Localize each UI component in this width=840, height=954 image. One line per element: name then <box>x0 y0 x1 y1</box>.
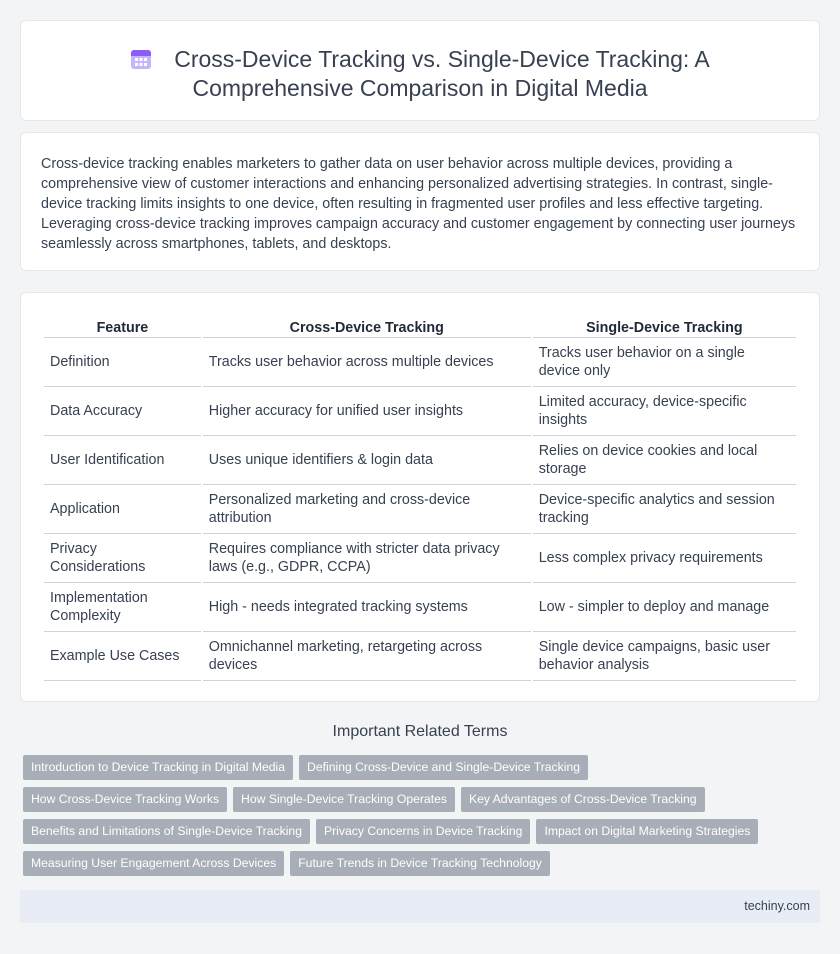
feature-cell: Implementation Complexity <box>44 583 201 632</box>
cross-device-cell: Omnichannel marketing, retargeting across devices <box>203 632 531 681</box>
table-row <box>44 583 796 632</box>
single-device-cell: Single device campaigns, basic user behavior analysis <box>533 632 796 681</box>
cross-device-cell: Personalized marketing and cross-device attribution <box>203 485 531 534</box>
single-device-cell: Device-specific analytics and session tracking <box>533 485 796 534</box>
table-row <box>44 485 796 534</box>
header-single-device: Single-Device Tracking <box>533 314 796 338</box>
feature-cell: Definition <box>44 338 201 387</box>
cross-device-cell: High - needs integrated tracking systems <box>203 583 531 632</box>
related-term-tag[interactable]: How Cross-Device Tracking Works <box>23 787 227 812</box>
related-term-tag[interactable]: Defining Cross-Device and Single-Device Tracking <box>299 755 588 780</box>
table-row <box>44 632 796 681</box>
header-cross-device: Cross-Device Tracking <box>203 314 531 338</box>
related-term-tag[interactable]: Privacy Concerns in Device Tracking <box>316 819 530 844</box>
footer <box>20 890 820 923</box>
single-device-cell: Low - simpler to deploy and manage <box>533 583 796 632</box>
title-line-1: Cross-Device Tracking vs. Single-Device Tracking: A <box>174 46 710 72</box>
comparison-card <box>20 292 820 702</box>
table-row <box>44 534 796 583</box>
comparison-table <box>42 314 798 681</box>
intro-card <box>20 132 820 271</box>
related-term-tag[interactable]: Key Advantages of Cross-Device Tracking <box>461 787 705 812</box>
related-term-tag[interactable]: Impact on Digital Marketing Strategies <box>536 819 758 844</box>
related-term-tag[interactable]: Future Trends in Device Tracking Technology <box>290 851 550 876</box>
single-device-cell: Limited accuracy, device-specific insights <box>533 387 796 436</box>
cross-device-cell: Tracks user behavior across multiple devices <box>203 338 531 387</box>
table-row <box>44 387 796 436</box>
feature-cell: Application <box>44 485 201 534</box>
feature-cell: User Identification <box>44 436 201 485</box>
single-device-cell: Relies on device cookies and local storage <box>533 436 796 485</box>
title-line-2: Comprehensive Comparison in Digital Media <box>192 75 648 101</box>
feature-cell: Privacy Considerations <box>44 534 201 583</box>
related-term-tag[interactable]: How Single-Device Tracking Operates <box>233 787 455 812</box>
related-terms-heading: Important Related Terms <box>332 723 508 740</box>
feature-cell: Data Accuracy <box>44 387 201 436</box>
related-term-tag[interactable]: Measuring User Engagement Across Devices <box>23 851 284 876</box>
feature-cell: Example Use Cases <box>44 632 201 681</box>
cross-device-cell: Requires compliance with stricter data privacy laws (e.g., GDPR, CCPA) <box>203 534 531 583</box>
single-device-cell: Tracks user behavior on a single device only <box>533 338 796 387</box>
footer-site-link[interactable]: techiny.com <box>744 899 810 913</box>
page-title <box>21 45 819 103</box>
cross-device-cell: Higher accuracy for unified user insights <box>203 387 531 436</box>
related-term-tag[interactable]: Benefits and Limitations of Single-Device Tracking <box>23 819 310 844</box>
header-feature: Feature <box>44 314 201 338</box>
intro-paragraph: Cross-device tracking enables marketers to gather data on user behavior across multiple devices, providing a comprehensive view of customer interactions and enhancing personalized advertising strategies. In contrast, single-device tracking limits insights to one device, often resulting in fragmented user profiles and less effective targeting. Leveraging cross-device tracking improves campaign accuracy and customer engagement by connecting user journeys seamlessly across smartphones, tablets, and desktops. <box>41 156 796 252</box>
table-header-row <box>44 314 796 338</box>
calendar-icon <box>130 48 152 70</box>
single-device-cell: Less complex privacy requirements <box>533 534 796 583</box>
related-term-tag[interactable]: Introduction to Device Tracking in Digital Media <box>23 755 293 780</box>
table-row <box>44 338 796 387</box>
cross-device-cell: Uses unique identifiers & login data <box>203 436 531 485</box>
table-row <box>44 436 796 485</box>
header-card <box>20 20 820 121</box>
related-terms-list <box>23 755 793 876</box>
